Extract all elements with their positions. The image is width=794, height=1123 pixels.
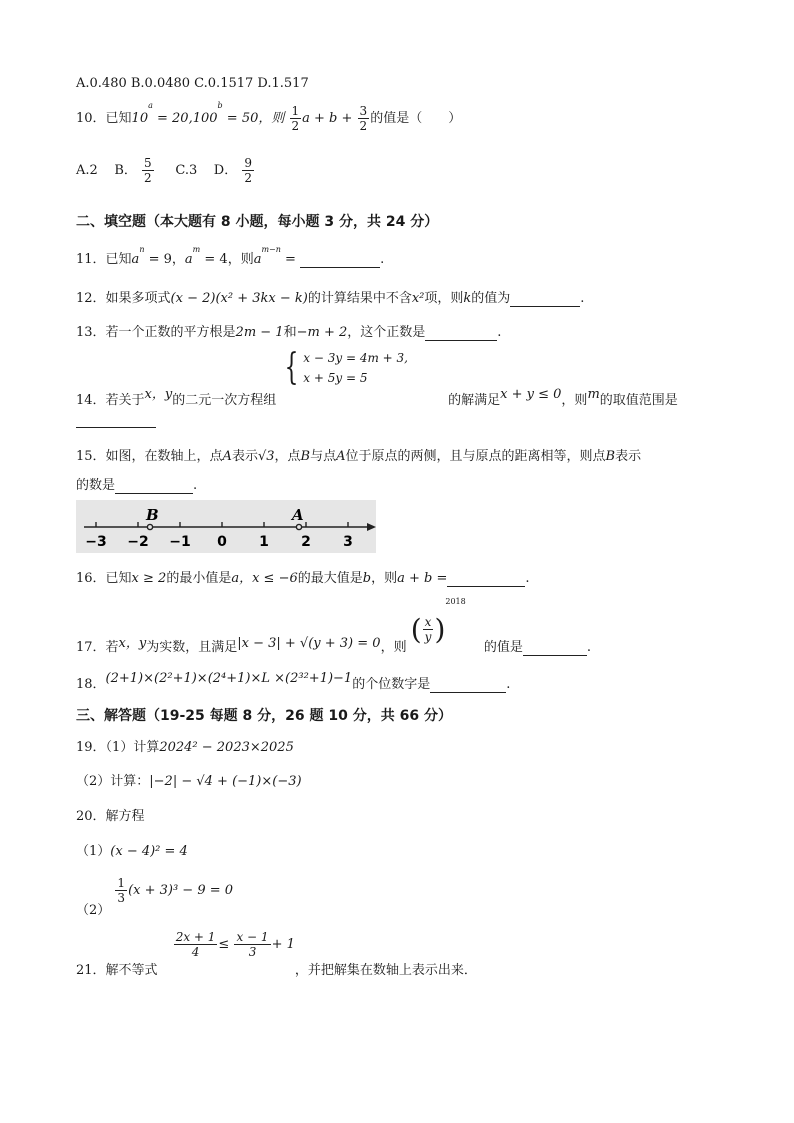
answer-blank[interactable] (523, 640, 587, 656)
equation-system: { x − 3y = 4m + 3, x + 5y = 5 (284, 347, 408, 388)
answer-blank[interactable] (430, 677, 506, 693)
answer-blank[interactable] (510, 291, 580, 307)
section-heading-solve: 三、解答题（19-25 每题 8 分，26 题 10 分，共 66 分） (76, 708, 452, 724)
question-20-part2: （2） $\frac{1}{3}$ (x + 3)³ − 9 = 0 (76, 876, 234, 918)
answer-blank[interactable] (447, 571, 525, 587)
question-10: 10．已知$10^a = 20,100^b = 50$，则 $\frac{1}{2}$ a + b + $\frac{3}{2}$ 的值是（ ） (76, 101, 462, 133)
tick-label: 0 (217, 534, 227, 550)
tick-label: 2 (301, 534, 311, 550)
section-heading-fill-in: 二、填空题（本大题有 8 小题，每小题 3 分，共 24 分） (76, 214, 439, 230)
fraction: $\frac{3}{2}$ (359, 104, 368, 133)
tick-label: 3 (343, 534, 353, 550)
fraction: $\frac{1}{2}$ (291, 104, 300, 133)
tick-label: −2 (127, 534, 149, 550)
question-18: 18．(2+1)×(2²+1)×(2⁴+1)×L ×(2³²+1)−1的个位数字是 . (76, 671, 511, 692)
tick-label: −1 (169, 534, 191, 550)
question-21: 21．解不等式 $\frac{2x + 1}{4}$ ≤ $\frac{x - 1}{3}$ + 1，并把解集在数轴上表示出来． (76, 930, 477, 978)
question-14: 14．若关于x，y的二元一次方程组 { x − 3y = 4m + 3, x + 5y = 5 的解满足x + y ≤ 0，则m的取值范围是 (76, 347, 678, 408)
answer-blank[interactable] (425, 325, 497, 341)
answer-blank[interactable] (115, 478, 193, 494)
q9-options: A.0.480 B.0.0480 C.0.1517 D.1.517 (76, 76, 309, 91)
question-17: 17．若x，y为实数，且满足|x − 3| + √(y + 3) = 0，则 ( $\frac{x}{y}$ )$^{2018}$ 的值是 . (76, 597, 592, 655)
question-15: 15．如图，在数轴上，点A表示√3，点B与点A位于原点的两侧，且与原点的距离相等，则点B表示 (76, 449, 642, 464)
question-19-part2: （2）计算：|−2| − √4 + (−1)×(−3) (76, 774, 302, 789)
arrow-icon (367, 523, 376, 531)
point-a-label: A (292, 506, 304, 524)
question-20-title: 20．解方程 (76, 809, 145, 824)
answer-blank[interactable] (300, 252, 380, 268)
question-11: 11．已知$a^n = 9$，$a^m = 4$，则$a^{m-n}$ = . (76, 245, 385, 267)
question-19-part1: 19．（1）计算2024² − 2023×2025 (76, 740, 294, 755)
q14-answer-blank[interactable] (76, 412, 156, 428)
question-13: 13．若一个正数的平方根是2m − 1和−m + 2，这个正数是 . (76, 325, 502, 340)
question-15-cont: 的数是 . (76, 478, 198, 493)
point-b-label: B (146, 506, 159, 524)
tick-label: 1 (259, 534, 269, 550)
point-a (296, 524, 301, 529)
q10-options: A.2 B． $\frac{5}{2}$ C.3 D． $\frac{9}{2}$ (76, 156, 252, 185)
number-line-figure (76, 500, 376, 553)
tick-label: −3 (85, 534, 107, 550)
question-20-part1: （1）(x − 4)² = 4 (76, 844, 188, 859)
question-12: 12．如果多项式(x − 2)(x² + 3kx − k)的计算结果中不含x²项，则k的值为 . (76, 291, 585, 306)
question-16: 16．已知x ≥ 2的最小值是a，x ≤ −6的最大值是b，则a + b = . (76, 571, 530, 586)
point-b (147, 524, 152, 529)
